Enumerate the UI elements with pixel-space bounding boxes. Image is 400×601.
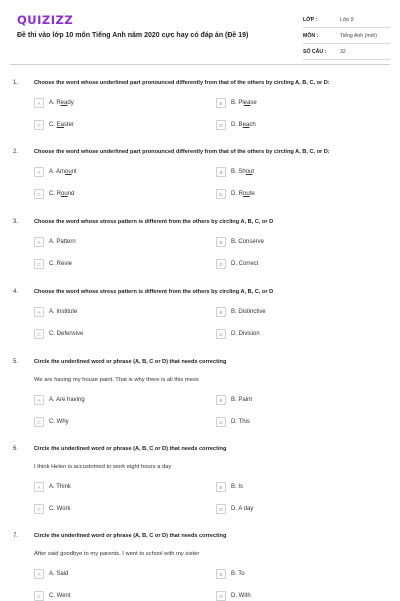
option-text: B. Paint <box>231 397 253 403</box>
option-letter-box: C <box>34 591 44 601</box>
meta-label: LỚP : <box>303 16 318 23</box>
option-text-rest: te <box>249 191 255 197</box>
option-label <box>49 261 72 267</box>
option-letter-box: D <box>216 504 226 514</box>
option-text: A. Are having <box>49 397 85 403</box>
option-underlined-part: ou <box>243 191 250 197</box>
option-underlined-part: Ea <box>56 122 65 128</box>
answer-option-a[interactable] <box>34 98 74 108</box>
option-text: D. A day <box>231 506 254 512</box>
meta-label: SỐ CÂU : <box>303 48 327 55</box>
option-letter-box: B <box>216 395 226 405</box>
option-letter-box: B <box>216 237 226 247</box>
option-letter-box: C <box>34 120 44 130</box>
option-text: B. Distinctive <box>231 309 266 315</box>
answer-option-b[interactable] <box>216 482 243 492</box>
option-letter-box: A <box>34 237 44 247</box>
option-text-rest: nd <box>67 191 75 197</box>
option-label <box>231 100 257 106</box>
option-letter-box: B <box>216 98 226 108</box>
option-text: D. R <box>231 191 243 197</box>
option-text: B. Conserve <box>231 239 265 245</box>
answer-option-d[interactable] <box>216 189 255 199</box>
option-label <box>49 331 83 337</box>
option-text: D. B <box>231 122 243 128</box>
answer-option-c[interactable] <box>34 120 74 130</box>
option-label <box>49 191 74 197</box>
option-text-rest: nt <box>71 169 77 175</box>
option-text: A. Think <box>49 484 71 490</box>
option-label <box>49 571 68 577</box>
answer-option-c[interactable] <box>34 259 72 269</box>
option-letter-box: D <box>216 120 226 130</box>
option-label <box>231 571 245 577</box>
question-sentence: I think Helen is accustomed to work eight hours a day <box>34 464 172 470</box>
meta-table <box>303 12 390 60</box>
header-divider <box>10 64 390 65</box>
option-text: C. Defensive <box>49 331 84 337</box>
option-label <box>49 506 71 512</box>
option-letter-box: A <box>34 307 44 317</box>
option-letter-box: D <box>216 259 226 269</box>
option-label <box>231 484 243 490</box>
meta-label: MÔN : <box>303 32 319 39</box>
answer-option-b[interactable] <box>216 237 264 247</box>
answer-option-a[interactable] <box>34 482 71 492</box>
option-underlined-part: ea <box>242 122 250 128</box>
option-label <box>231 593 251 599</box>
question-text: Choose the word whose stress pattern is different from the others by circling A, B, C, or D <box>34 289 274 295</box>
option-text-rest: ch <box>249 122 256 128</box>
answer-option-a[interactable] <box>34 237 76 247</box>
option-text: D. Correct <box>231 261 259 267</box>
option-label <box>231 191 255 197</box>
question-text: Choose the word whose stress pattern is different from the others by circling A, B, C, or D <box>34 219 274 225</box>
answer-option-c[interactable] <box>34 504 71 514</box>
option-label <box>49 593 71 599</box>
option-label <box>49 419 69 425</box>
option-text: C. R <box>49 191 61 197</box>
answer-option-b[interactable] <box>216 98 257 108</box>
option-letter-box: A <box>34 167 44 177</box>
question-number: 2. <box>13 149 19 155</box>
answer-option-c[interactable] <box>34 417 69 427</box>
option-text: D. With <box>231 593 251 599</box>
question-number: 7. <box>13 533 19 539</box>
option-label <box>49 397 85 403</box>
option-label <box>49 309 77 315</box>
option-label <box>49 100 74 106</box>
option-letter-box: D <box>216 591 226 601</box>
option-text-rest: ster <box>64 122 75 128</box>
question-sentence: We are having my house paint. That is why there is all this mess <box>34 377 199 383</box>
answer-option-d[interactable] <box>216 329 260 339</box>
option-text: C. Work <box>49 506 71 512</box>
option-text: C. <box>49 122 57 128</box>
option-label <box>231 239 264 245</box>
option-label <box>49 169 77 175</box>
option-label <box>231 397 252 403</box>
option-text: C. Revie <box>49 261 73 267</box>
answer-option-a[interactable] <box>34 307 77 317</box>
option-letter-box: A <box>34 98 44 108</box>
answer-option-c[interactable] <box>34 189 74 199</box>
answer-option-b[interactable] <box>216 167 254 177</box>
option-label <box>49 122 74 128</box>
answer-option-c[interactable] <box>34 329 83 339</box>
question-text: Circle the underlined word or phrase (A, B, C or D) that needs correcting <box>34 359 227 365</box>
option-text: A. R <box>49 100 61 106</box>
question-text: Circle the underlined word or phrase (A, B, C or D) that needs correcting <box>34 533 227 539</box>
question-text: Circle the underlined word or phrase (A, B, C or D) that needs correcting <box>34 446 227 452</box>
document-title: Đề thi vào lớp 10 môn Tiếng Anh năm 2020 cực hay có đáp án (Đề 19) <box>17 32 249 39</box>
option-text: B. Pl <box>231 100 244 106</box>
option-text: A. Said <box>49 571 69 577</box>
question-text: Choose the word whose underlined part pronounced differently from that of the others by circling A, B, C, or D: <box>34 80 330 86</box>
option-underlined-part: ou <box>65 169 72 175</box>
answer-option-a[interactable] <box>34 395 85 405</box>
question-number: 5. <box>13 359 19 365</box>
meta-row-class <box>303 12 390 28</box>
option-underlined-part: ea <box>243 100 251 106</box>
option-underlined-part: ou <box>61 191 68 197</box>
option-underlined-part: ou <box>245 169 253 175</box>
option-text: C. Why <box>49 419 69 425</box>
option-underlined-part: ea <box>60 100 68 106</box>
option-letter-box: C <box>34 189 44 199</box>
meta-value: 32 <box>340 48 346 55</box>
option-letter-box: B <box>216 482 226 492</box>
answer-option-b[interactable] <box>216 569 245 579</box>
option-text-rest: dy <box>67 100 74 106</box>
option-text: C. Went <box>49 593 71 599</box>
option-text: D. Division <box>231 331 260 337</box>
question-number: 1. <box>13 80 19 86</box>
option-letter-box: C <box>34 329 44 339</box>
option-letter-box: A <box>34 482 44 492</box>
option-text: A. Am <box>49 169 66 175</box>
quizizz-logo: QUIZIZZ <box>17 13 74 27</box>
option-letter-box: A <box>34 395 44 405</box>
answer-option-a[interactable] <box>34 167 77 177</box>
option-letter-box: A <box>34 569 44 579</box>
question-sentence: After said goodbye to my parents, I went to school with my sister <box>34 551 200 557</box>
option-label <box>231 506 253 512</box>
option-letter-box: B <box>216 569 226 579</box>
meta-row-subject <box>303 28 390 44</box>
answer-option-d[interactable] <box>216 504 253 514</box>
option-label <box>231 122 256 128</box>
option-text: B. To <box>231 571 245 577</box>
option-letter-box: D <box>216 189 226 199</box>
option-letter-box: C <box>34 259 44 269</box>
option-letter-box: C <box>34 417 44 427</box>
question-number: 6. <box>13 446 19 452</box>
option-text-rest: se <box>250 100 257 106</box>
option-text: B. Sh <box>231 169 246 175</box>
option-text: B. Is <box>231 484 244 490</box>
meta-row-count <box>303 44 390 60</box>
question-text: Choose the word whose underlined part pronounced differently from that of the others by circling A, B, C, or D: <box>34 149 330 155</box>
option-text: A. Pattern <box>49 239 76 245</box>
answer-option-d[interactable] <box>216 417 250 427</box>
option-label <box>49 239 76 245</box>
answer-option-a[interactable] <box>34 569 68 579</box>
answer-option-b[interactable] <box>216 307 266 317</box>
option-label <box>231 419 250 425</box>
answer-option-d[interactable] <box>216 259 258 269</box>
option-text-rest: t <box>252 169 255 175</box>
option-letter-box: B <box>216 167 226 177</box>
option-label <box>231 331 260 337</box>
option-letter-box: D <box>216 329 226 339</box>
meta-value: Lớp 9 <box>340 16 354 23</box>
option-label <box>49 484 71 490</box>
option-letter-box: B <box>216 307 226 317</box>
option-letter-box: C <box>34 504 44 514</box>
answer-option-b[interactable] <box>216 395 252 405</box>
question-number: 4. <box>13 289 19 295</box>
option-text: D. This <box>231 419 250 425</box>
answer-option-d[interactable] <box>216 120 256 130</box>
option-label <box>231 309 266 315</box>
meta-value: Tiếng Anh (mới) <box>340 32 377 39</box>
question-number: 3. <box>13 219 19 225</box>
option-label <box>231 169 254 175</box>
option-text: A. Institute <box>49 309 78 315</box>
option-letter-box: D <box>216 417 226 427</box>
option-label <box>231 261 258 267</box>
